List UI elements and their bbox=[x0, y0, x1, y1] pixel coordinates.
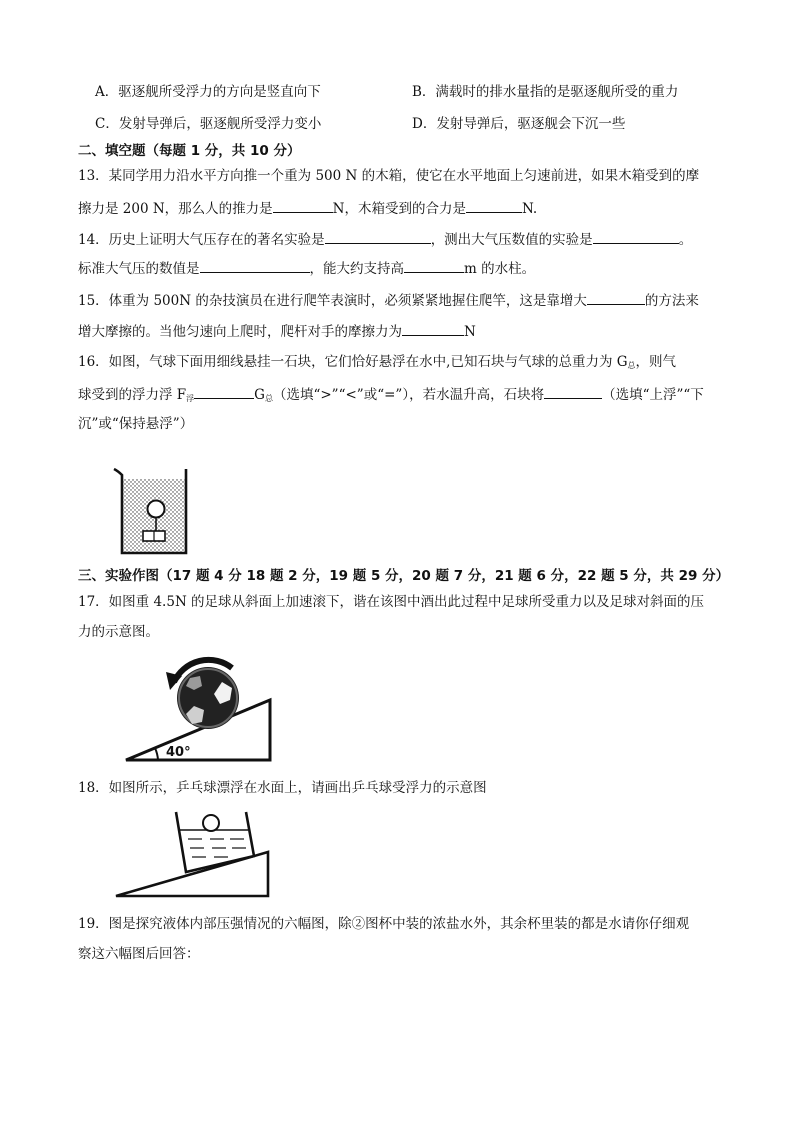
q16-line2 bbox=[78, 384, 704, 409]
q16-line3: 沉”或“保持悬浮”） bbox=[78, 416, 194, 432]
q13-line1: 13．某同学用力沿水平方向推一个重为 500 N 的木箱，使它在水平地面上匀速前进，如果木箱受到的摩 bbox=[78, 168, 700, 184]
q15-line1 bbox=[78, 290, 699, 311]
q16-text-f: （选填“上浮”“下 bbox=[602, 387, 704, 403]
q14-text-a: 14．历史上证明大气压存在的著名实验是 bbox=[78, 232, 325, 248]
q16-sub-buoy: 浮 bbox=[186, 394, 195, 403]
q13-blank-net[interactable] bbox=[466, 198, 522, 213]
q16-sub-total-1: 总 bbox=[627, 361, 636, 370]
q15-blank-friction[interactable] bbox=[402, 321, 464, 336]
section-2-title: 二、填空题（每题 1 分，共 10 分） bbox=[78, 143, 301, 159]
q14-line1 bbox=[78, 229, 692, 250]
q14-line2 bbox=[78, 258, 535, 279]
q15-blank-method[interactable] bbox=[587, 290, 645, 305]
q14-text-f: m 的水柱。 bbox=[464, 261, 536, 277]
q17-line2: 力的示意图。 bbox=[78, 624, 159, 640]
q15-text-c: 增大摩擦的。当他匀速向上爬时，爬杆对手的摩擦力为 bbox=[78, 324, 402, 340]
ping-pong-ball-icon bbox=[203, 815, 219, 831]
q16-sub-total-2: 总 bbox=[264, 394, 273, 403]
q16-text-a: 16．如图，气球下面用细线悬挂一石块，它们恰好悬浮在水中,已知石块与气球的总重力为 G bbox=[78, 354, 628, 370]
angle-label: 40° bbox=[166, 745, 191, 760]
q15-text-a: 15．体重为 500N 的杂技演员在进行爬竿表演时，必须紧紧地握住爬竿，这是靠增大 bbox=[78, 293, 587, 309]
q17-incline-figure bbox=[124, 652, 274, 764]
q13-text-c: N. bbox=[521, 201, 538, 217]
q14-text-d: 标准大气压的数值是 bbox=[78, 261, 200, 277]
q17-line1: 17．如图重 4.5N 的足球从斜面上加速滚下，谐在该图中酒出此过程中足球所受重力以及足球对斜面的压 bbox=[78, 594, 705, 610]
q15-text-b: 的方法来 bbox=[644, 293, 699, 309]
option-d: D．发射导弹后，驱逐舰会下沉一些 bbox=[412, 116, 626, 132]
q14-blank-height[interactable] bbox=[404, 258, 464, 273]
q13-text-a: 擦力是 200 N，那么人的推力是 bbox=[78, 201, 273, 217]
q14-text-e: ，能大约支持高 bbox=[309, 261, 404, 277]
option-b: B．满载时的排水量指的是驱逐舰所受的重力 bbox=[412, 84, 679, 100]
q15-line2 bbox=[78, 321, 476, 342]
q13-text-b: N，木箱受到的合力是 bbox=[332, 201, 466, 217]
q15-text-d: N bbox=[464, 324, 476, 340]
option-c: C．发射导弹后，驱逐舰所受浮力变小 bbox=[95, 116, 322, 132]
q16-text-d: G bbox=[254, 387, 265, 403]
q19-line1: 19．图是探究液体内部压强情况的六幅图，除②图杯中装的浓盐水外，其余杯里装的都是水请你仔细观 bbox=[78, 916, 690, 932]
q14-blank-exp1[interactable] bbox=[325, 229, 431, 244]
q13-line2 bbox=[78, 198, 537, 219]
section-3-title: 三、实验作图（17 题 4 分 18 题 2 分，19 题 5 分，20 题 7 分，21 题 6 分，22 题 5 分，共 29 分） bbox=[78, 568, 730, 584]
q16-beaker-figure bbox=[110, 465, 195, 557]
q16-text-b: ，则气 bbox=[635, 354, 677, 370]
option-a: A．驱逐舰所受浮力的方向是竖直向下 bbox=[95, 84, 321, 100]
q13-blank-push[interactable] bbox=[273, 198, 333, 213]
q14-text-c: 。 bbox=[678, 232, 693, 248]
q16-text-c: 球受到的浮力浮 F bbox=[78, 387, 187, 403]
q14-blank-value[interactable] bbox=[200, 258, 310, 273]
q14-text-b: ，测出大气压数值的实验是 bbox=[430, 232, 593, 248]
balloon-icon bbox=[148, 501, 165, 518]
q18-line1: 18．如图所示，乒乓球漂浮在水面上，请画出乒乓球受浮力的示意图 bbox=[78, 780, 487, 796]
q19-line2: 察这六幅图后回答： bbox=[78, 946, 200, 962]
q18-beaker-incline-figure bbox=[114, 806, 272, 900]
q16-blank-state[interactable] bbox=[544, 384, 602, 399]
q16-blank-compare[interactable] bbox=[194, 384, 254, 399]
q16-text-e: （选填“>”“<”或“=”），若水温升高，石块将 bbox=[272, 387, 545, 403]
q16-line1 bbox=[78, 352, 676, 376]
q14-blank-exp2[interactable] bbox=[593, 229, 679, 244]
